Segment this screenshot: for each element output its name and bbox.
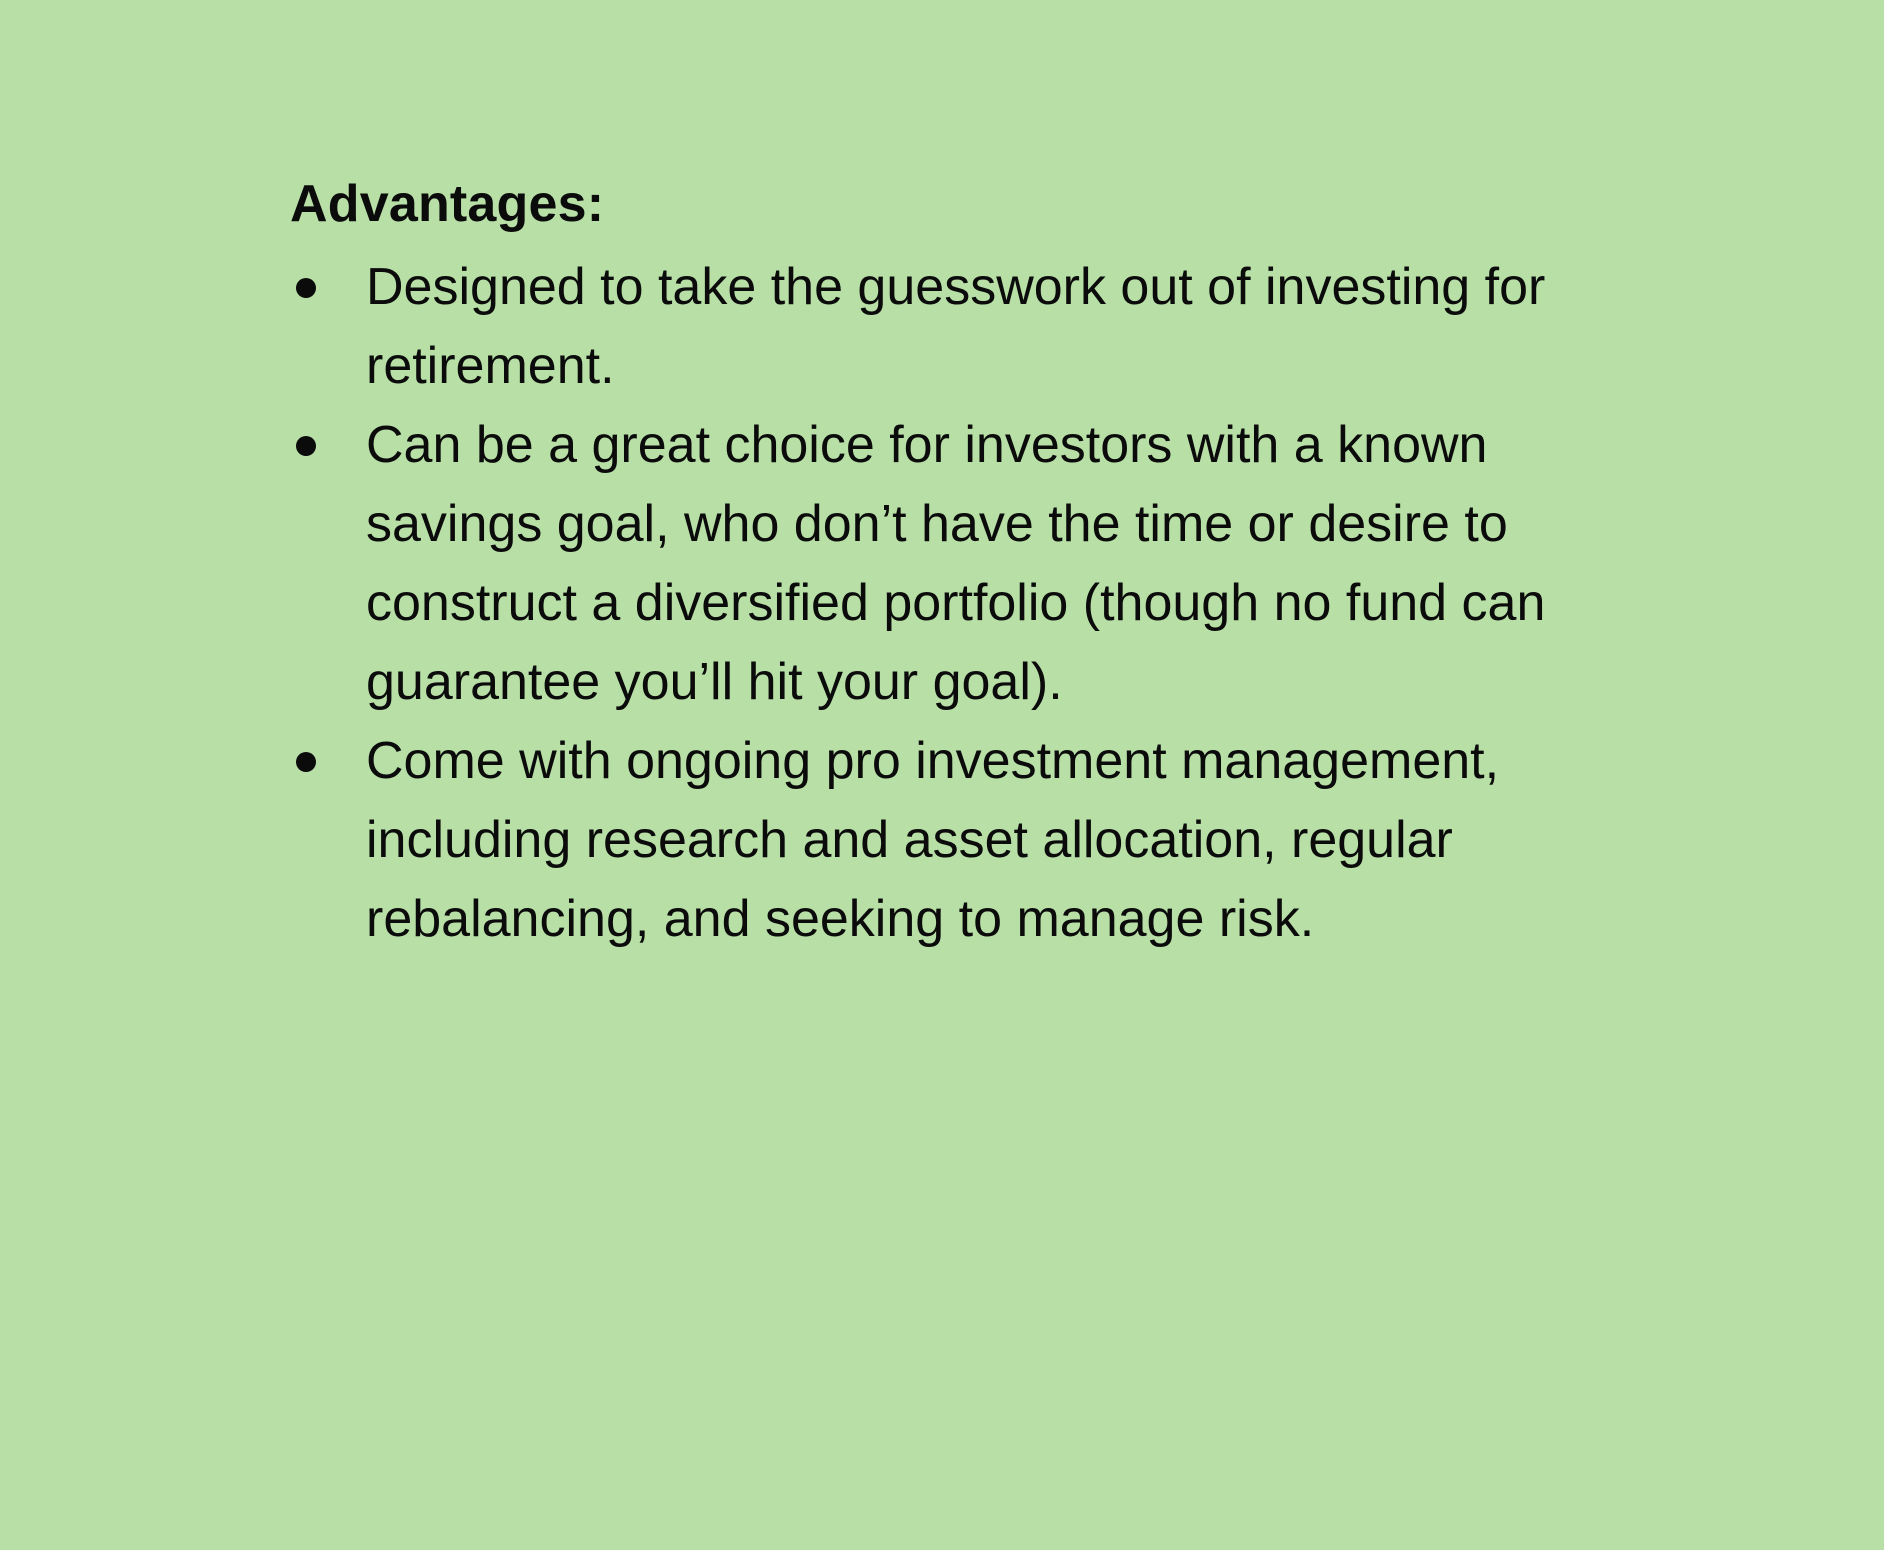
advantage-item	[290, 248, 1600, 406]
advantage-text: Can be a great choice for investors with a known savings goal, who don’t have the time or desire to construct a diversified portfolio (though no fund can guarantee you’ll hit your goal).	[366, 416, 1546, 711]
advantage-text: Come with ongoing pro investment management, including research and asset allocation, regular rebalancing, and seeking to manage risk.	[366, 732, 1500, 948]
bullet-icon	[296, 436, 316, 456]
bullet-icon	[296, 752, 316, 772]
advantage-item	[290, 406, 1600, 722]
advantage-text: Designed to take the guesswork out of investing for retirement.	[366, 258, 1546, 395]
advantages-list	[290, 248, 1600, 959]
advantage-item	[290, 722, 1600, 959]
advantages-heading: Advantages:	[290, 175, 605, 233]
bullet-icon	[296, 278, 316, 298]
advantages-content	[290, 172, 1600, 959]
